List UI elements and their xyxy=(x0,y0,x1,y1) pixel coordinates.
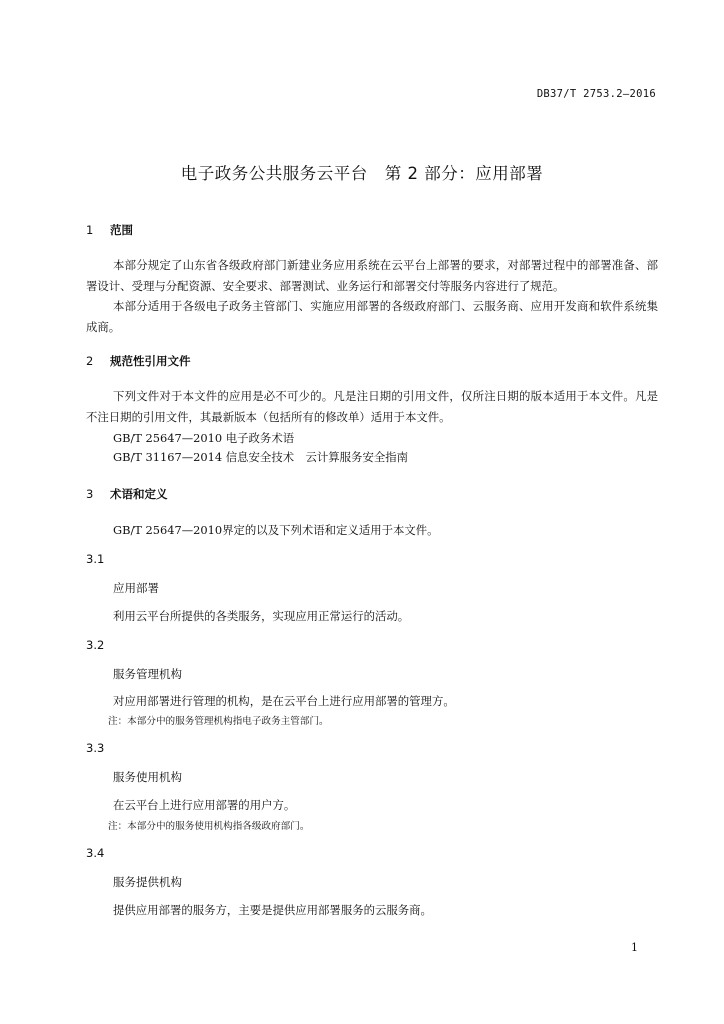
term-3-4-title: 服务提供机构 xyxy=(113,875,182,889)
section-2-number: 2 xyxy=(86,354,94,368)
term-3-2-number: 3.2 xyxy=(86,638,105,652)
section-1-paragraph-2: 本部分适用于各级电子政务主管部门、实施应用部署的各级政府部门、云服务商、应用开发商和软件系统集成商。 xyxy=(86,299,658,334)
term-3-4-number: 3.4 xyxy=(86,846,105,860)
term-3-1-number: 3.1 xyxy=(86,552,105,566)
term-3-2-definition: 对应用部署进行管理的机构，是在云平台上进行应用部署的管理方。 xyxy=(113,694,455,708)
section-3-title: 术语和定义 xyxy=(110,487,168,501)
section-2-heading xyxy=(86,353,191,369)
section-1-heading xyxy=(86,222,133,238)
page-number: 1 xyxy=(631,941,638,954)
reference-item: GB/T 31167—2014 信息安全技术 云计算服务安全指南 xyxy=(113,450,409,464)
term-3-1-definition: 利用云平台所提供的各类服务，实现应用正常运行的活动。 xyxy=(113,609,410,623)
section-1-paragraph-1: 本部分规定了山东省各级政府部门新建业务应用系统在云平台上部署的要求，对部署过程中的部署准备、部署设计、受理与分配资源、安全要求、部署测试、业务运行和部署交付等服务内容进行了规范。 xyxy=(86,258,658,293)
term-3-3-number: 3.3 xyxy=(86,741,105,755)
term-3-4-definition: 提供应用部署的服务方，主要是提供应用部署服务的云服务商。 xyxy=(113,903,432,917)
document-title: 电子政务公共服务云平台 第 2 部分：应用部署 xyxy=(180,164,544,183)
term-3-3-title: 服务使用机构 xyxy=(113,770,182,784)
section-3-heading xyxy=(86,486,168,502)
section-2-title: 规范性引用文件 xyxy=(110,354,191,368)
term-3-1-title: 应用部署 xyxy=(113,581,159,595)
section-1-number: 1 xyxy=(86,223,94,237)
term-3-3-note: 注：本部分中的服务使用机构指各级政府部门。 xyxy=(108,821,310,832)
document-code: DB37/T 2753.2—2016 xyxy=(536,88,656,100)
term-3-2-title: 服务管理机构 xyxy=(113,667,182,681)
section-3-paragraph: GB/T 25647—2010界定的以及下列术语和定义适用于本文件。 xyxy=(113,523,439,537)
reference-item: GB/T 25647—2010 电子政务术语 xyxy=(113,431,295,445)
term-3-2-note: 注：本部分中的服务管理机构指电子政务主管部门。 xyxy=(108,716,329,727)
section-1-title: 范围 xyxy=(110,223,134,237)
term-3-3-definition: 在云平台上进行应用部署的用户方。 xyxy=(113,798,296,812)
section-2-paragraph: 下列文件对于本文件的应用是必不可少的。凡是注日期的引用文件，仅所注日期的版本适用于本文件。凡是不注日期的引用文件，其最新版本（包括所有的修改单）适用于本文件。 xyxy=(86,389,658,424)
section-3-number: 3 xyxy=(86,487,94,501)
